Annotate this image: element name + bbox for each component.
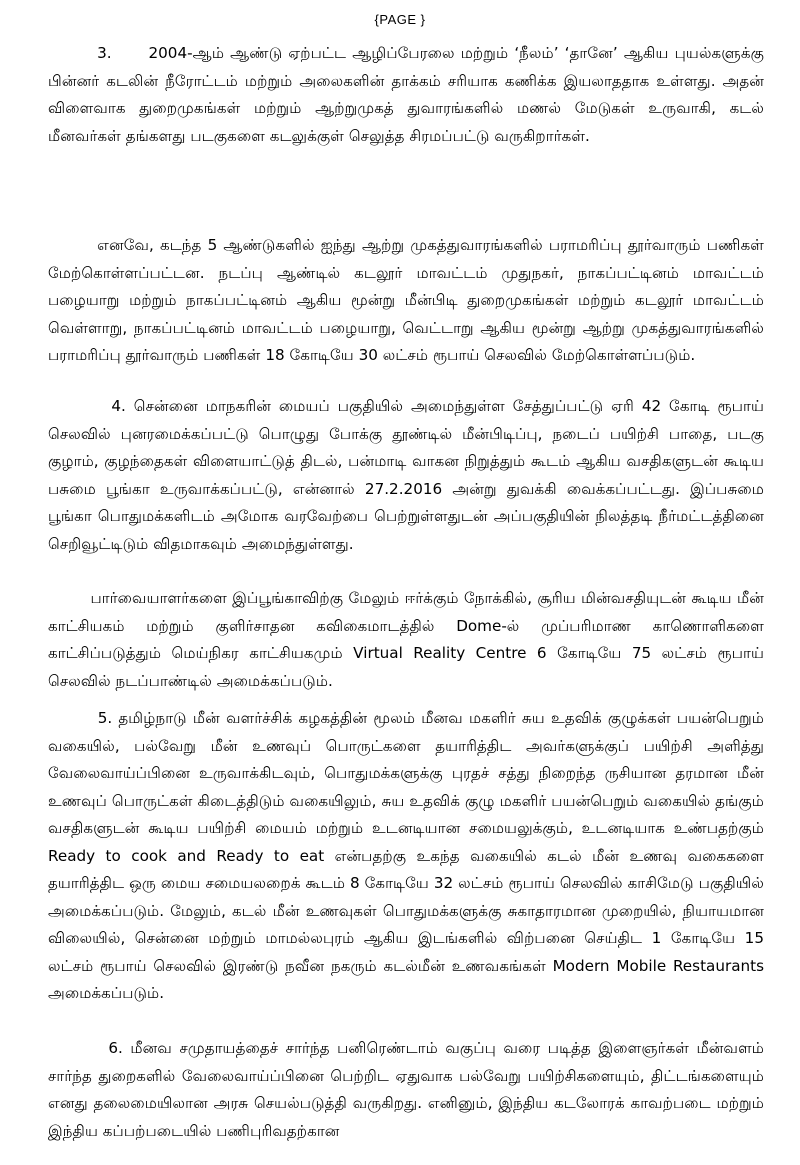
paragraph-virtual-reality-centre: பார்வையாளர்களை இப்பூங்காவிற்கு மேலும் ஈர்க்கும் நோக்கில், சூரிய மின்வசதியுடன் கூடிய மீன் காட்சியகம் மற்றும் குளிர்சாதன கவிகைமாடத்தில் Dome-ல் முப்பரிமாண காணொளிகளை காட்சிப்படுத்தும் மெய்நிகர காட்சியகமும் Virtual Reality Centre 6 கோடியே 75 லட்சம் ரூபாய் செலவில் நடப்பாண்டில் அமைக்கப்படும். — [48, 589, 769, 690]
paragraph-3-ocean-currents: 3. 2004-ஆம் ஆண்டு ஏற்பட்ட ஆழிப்பேரலை மற்றும் ‘நீலம்’ ‘தானே’ ஆகிய புயல்களுக்கு பின்னர் கடலின் நீரோட்டம் மற்றும் அலைகளின் தாக்கம் சரியாக கணிக்க இயலாததாக உள்ளது. அதன் விளைவாக துறைமுகங்கள் மற்றும் ஆற்றுமுகத் துவாரங்களில் மணல் மேடுகள் உருவாகி, கடல் மீனவர்கள் தங்களது படகுகளை கடலுக்குள் செலுத்த சிரமப்பட்டு வருகிறார்கள். — [48, 44, 769, 145]
paragraph-4-chetpet-lake: 4. சென்னை மாநகரின் மையப் பகுதியில் அமைந்துள்ள சேத்துப்பட்டு ஏரி 42 கோடி ரூபாய் செலவில் புனரமைக்கப்பட்டு பொழுது போக்கு தூண்டில் மீன்பிடிப்பு, நடைப் பயிற்சி பாதை, படகு குழாம், குழந்தைகள் விளையாட்டுத் திடல், பன்மாடி வாகன நிறுத்தும் கூடம் ஆகிய வசதிகளுடன் கூடிய பசுமை பூங்கா உருவாக்கப்பட்டு, என்னால் 27.2.2016 அன்று துவக்கி வைக்கப்பட்டது. இப்பசுமை பூங்கா பொதுமக்களிடம் அமோக வரவேற்பை பெற்றுள்ளதுடன் அப்பகுதியின் நிலத்தடி நீர்மட்டத்தினை செறிவூட்டிடும் விதமாகவும் அமைந்துள்ளது. — [48, 397, 769, 553]
paragraph-6-youth-training: 6. மீனவ சமுதாயத்தைச் சார்ந்த பனிரெண்டாம் வகுப்பு வரை படித்த இளைஞர்கள் மீன்வளம் சார்ந்த துறைகளில் வேலைவாய்ப்பினை பெற்றிட ஏதுவாக பல்வேறு பயிற்சிகளையும், திட்டங்களையும் எனது தலைமையிலான அரசு செயல்படுத்தி வருகிறது. எனினும், இந்திய கடலோரக் காவற்படை மற்றும் இந்திய கப்பற்படையில் பணிபுரிவதற்கான — [48, 1039, 769, 1140]
paragraph-5-fish-food-kitchen: 5. தமிழ்நாடு மீன் வளர்ச்சிக் கழகத்தின் மூலம் மீனவ மகளிர் சுய உதவிக் குழுக்கள் பயன்பெறும் வகையில், பல்வேறு மீன் உணவுப் பொருட்களை தயாரித்திட அவர்களுக்குப் பயிற்சி அளித்து வேலைவாய்ப்பினை உருவாக்கிடவும், பொதுமக்களுக்கு புரதச் சத்து நிறைந்த ருசியான தரமான மீன் உணவுப் பொருட்கள் கிடைத்திடும் வகையிலும், சுய உதவிக் குழு மகளிர் பயன்பெறும் வகையில் தங்கும் வசதிகளுடன் கூடிய பயிற்சி மையம் மற்றும் உடனடியான சமையலுக்கும், உடனடியாக உண்பதற்கும் Ready to cook and Ready to eat என்பதற்கு உகந்த வகையில் கடல் மீன் உணவு வகைகளை தயாரித்திட ஒரு மைய சமையலறைக் கூடம் 8 கோடியே 32 லட்சம் ரூபாய் செலவில் காசிமேடு பகுதியில் அமைக்கப்படும். மேலும், கடல் மீன் உணவுகள் பொதுமக்களுக்கு சுகாதாரமான முறையில், நியாயமான விலையில், சென்னை மற்றும் மாமல்லபுரம் ஆகிய இடங்களில் விற்பனை செய்திட 1 கோடியே 15 லட்சம் ரூபாய் செலவில் இரண்டு நவீன நகரும் கடல்மீன் உணவகங்கள் Modern Mobile Restaurants அமைக்கப்படும். — [48, 709, 769, 1002]
page-field-header: {PAGE } — [374, 12, 426, 27]
paragraph-dredging-works: எனவே, கடந்த 5 ஆண்டுகளில் ஐந்து ஆற்று முகத்துவாரங்களில் பராமரிப்பு தூர்வாரும் பணிகள் மேற்கொள்ளப்பட்டன. நடப்பு ஆண்டில் கடலூர் மாவட்டம் முதுநகர், நாகப்பட்டினம் மாவட்டம் பழையாறு மற்றும் நாகப்பட்டினம் ஆகிய மூன்று மீன்பிடி துறைமுகங்கள் மற்றும் கடலூர் மாவட்டம் வெள்ளாறு, நாகப்பட்டினம் மாவட்டம் பழையாறு, வெட்டாறு ஆகிய மூன்று ஆற்று முகத்துவாரங்களில் பராமரிப்பு தூர்வாரும் பணிகள் 18 கோடியே 30 லட்சம் ரூபாய் செலவில் மேற்கொள்ளப்படும். — [48, 236, 769, 364]
